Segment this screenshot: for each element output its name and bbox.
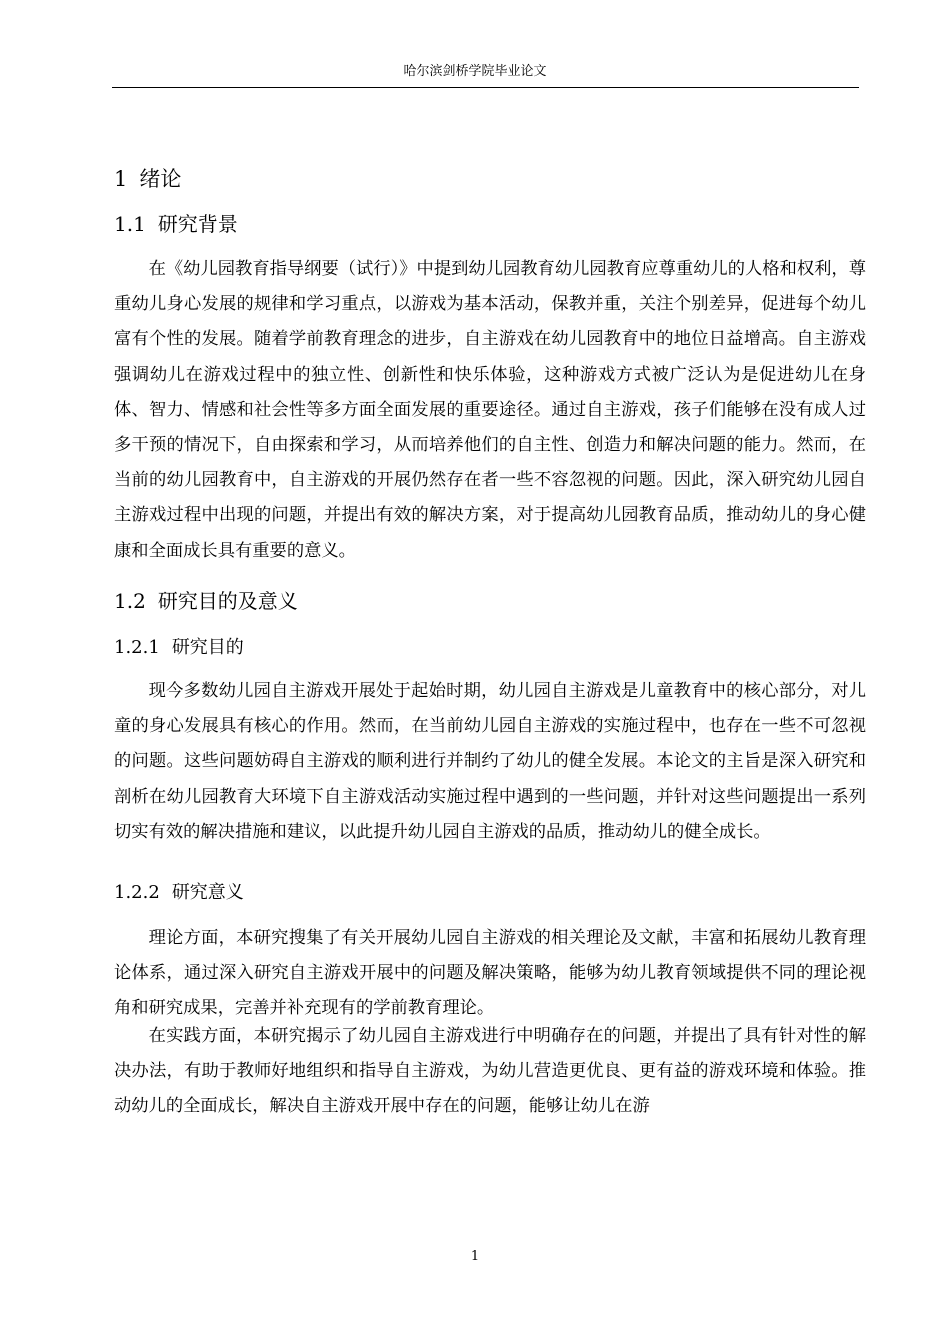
section-title: 研究背景	[157, 212, 238, 236]
paragraph-research-background: 在《幼儿园教育指导纲要（试行）》中提到幼儿园教育幼儿园教育应尊重幼儿的人格和权利，尊重幼儿身心发展的规律和学习重点，以游戏为基本活动，保教并重，关注个别差异，促进每个幼儿富有个性的发展。随着学前教育理念的进步，自主游戏在幼儿园教育中的地位日益增高。自主游戏强调幼儿在游戏过程中的独立性、创新性和快乐体验，这种游戏方式被广泛认为是促进幼儿在身体、智力、情感和社会性等多方面全面发展的重要途径。通过自主游戏，孩子们能够在没有成人过多干预的情况下，自由探索和学习，从而培养他们的自主性、创造力和解决问题的能力。然而，在当前的幼儿园教育中，自主游戏的开展仍然存在者一些不容忽视的问题。因此，深入研究幼儿园自主游戏过程中出现的问题，并提出有效的解决方案，对于提高幼儿园教育品质，推动幼儿的身心健康和全面成长具有重要的意义。	[114, 259, 866, 561]
section-number: 1.2	[114, 589, 146, 613]
section-number: 1.1	[114, 212, 146, 236]
chapter-number: 1	[114, 167, 128, 191]
chapter-title: 绪论	[139, 167, 182, 191]
paragraph-practical-significance: 在实践方面，本研究揭示了幼儿园自主游戏进行中明确存在的问题，并提出了具有针对性的解决办法，有助于教师好地组织和指导自主游戏，为幼儿营造更优良、更有益的游戏环境和体验。推动幼儿的全面成长，解决自主游戏开展中存在的问题，能够让幼儿在游	[114, 1026, 866, 1117]
subsection-heading-1-2-2	[114, 880, 244, 906]
paragraph-research-purpose: 现今多数幼儿园自主游戏开展处于起始时期，幼儿园自主游戏是儿童教育中的核心部分，对儿童的身心发展具有核心的作用。然而，在当前幼儿园自主游戏的实施过程中，也存在一些不可忽视的问题。这些问题妨碍自主游戏的顺利进行并制约了幼儿的健全发展。本论文的主旨是深入研究和剖析在幼儿园教育大环境下自主游戏活动实施过程中遇到的一些问题，并针对这些问题提出一系列切实有效的解决措施和建议，以此提升幼儿园自主游戏的品质，推动幼儿的健全成长。	[114, 681, 866, 842]
subsection-title: 研究目的	[171, 637, 244, 658]
paragraph-theoretical-significance: 理论方面，本研究搜集了有关开展幼儿园自主游戏的相关理论及文献，丰富和拓展幼儿教育理论体系，通过深入研究自主游戏开展中的问题及解决策略，能够为幼儿教育领域提供不同的理论视角和研究成果，完善并补充现有的学前教育理论。	[114, 928, 866, 1019]
subsection-title: 研究意义	[171, 882, 244, 903]
page-header: 哈尔滨剑桥学院毕业论文	[403, 64, 547, 79]
subsection-number: 1.2.1	[114, 637, 160, 658]
section-title: 研究目的及意义	[157, 589, 298, 613]
page-number: 1	[470, 1249, 480, 1264]
subsection-heading-1-2-1	[114, 635, 244, 661]
header-divider	[112, 87, 859, 88]
section-heading-1-1	[114, 210, 238, 238]
subsection-number: 1.2.2	[114, 882, 160, 903]
section-heading-1-2	[114, 587, 298, 615]
chapter-heading	[114, 164, 181, 194]
